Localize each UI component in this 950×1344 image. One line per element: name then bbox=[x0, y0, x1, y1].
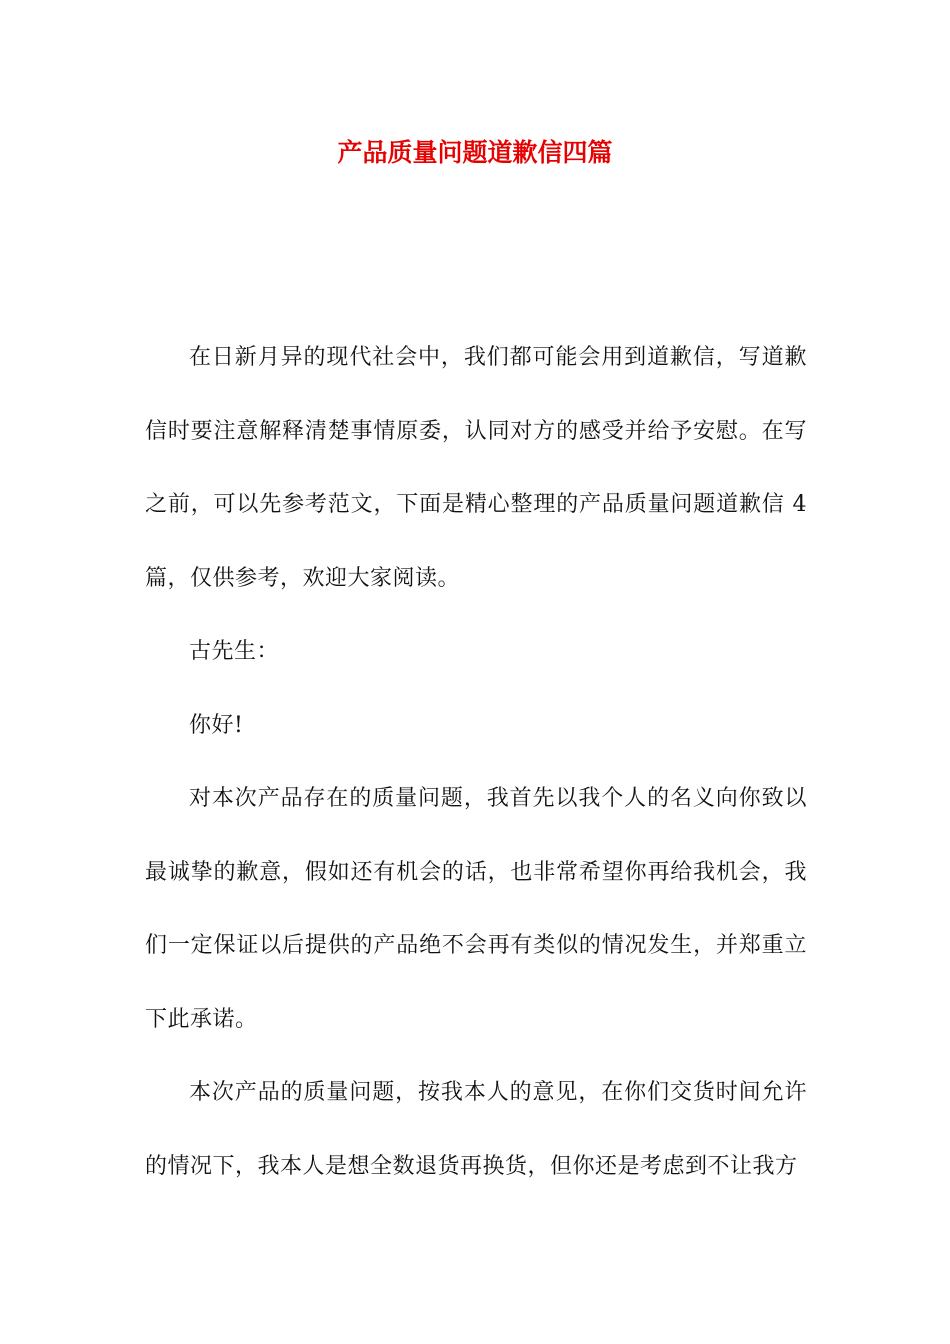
paragraph-apology: 对本次产品存在的质量问题，我首先以我个人的名义向你致以最诚挚的歉意，假如还有机会的话，也非常希望你再给我机会，我们一定保证以后提供的产品绝不会再有类似的情况发生，并郑重立下此承诺。 bbox=[145, 786, 807, 1032]
paragraph-intro: 在日新月异的现代社会中，我们都可能会用到道歉信，写道歉信时要注意解释清楚事情原委，认同对方的感受并给予安慰。在写之前，可以先参考范文，下面是精心整理的产品质量问题道歉信 4 篇，仅供参考，欢迎大家阅读。 bbox=[145, 345, 807, 591]
paragraph-greeting: 你好! bbox=[189, 712, 244, 738]
paragraph-resolution: 本次产品的质量问题，按我本人的意见，在你们交货时间允许的情况下，我本人是想全数退货再换货，但你还是考虑到不让我方 bbox=[145, 1080, 807, 1179]
paragraph-salutation: 古先生： bbox=[189, 639, 280, 664]
document-body bbox=[145, 321, 807, 1203]
document-title: 产品质量问题道歉信四篇 bbox=[337, 138, 613, 167]
